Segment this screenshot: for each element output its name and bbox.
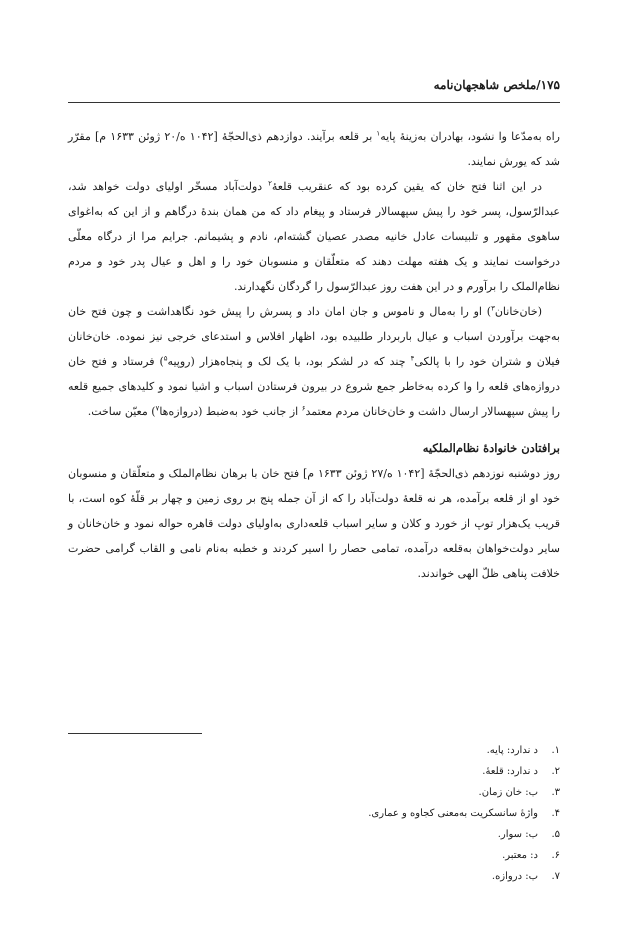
text-run: ) معیّن ساخت. <box>87 405 156 418</box>
text-run: ) او را به‌مال و ناموس و جان امان داد و پسرش را پیش خود نگاهداشت و چون فتح خان به‌جهت برآوردن اسباب و عیال باربردار طلبیده بود، اظهار افلاس و استدعای خرجی نیز نموده. خان‌خانان فیلان و شتران خود را با پالکی <box>68 305 560 368</box>
footnote-number: ۴. <box>551 808 560 819</box>
footnote-number: ۵. <box>551 829 560 840</box>
footnote-text: د ندارد: قلعهٔ. <box>482 766 538 777</box>
footnote-ref-3[interactable]: ۳ <box>491 304 495 313</box>
text-run: از جانب خود به‌ضبط (دروازه‌ها <box>159 405 302 418</box>
footnote-item <box>68 866 560 887</box>
header-rule <box>68 102 560 103</box>
footnote-number: ۷. <box>551 871 560 882</box>
main-text <box>68 124 560 586</box>
footnote-text: واژهٔ سانسکریت به‌معنی کجاوه و عماری. <box>368 808 538 819</box>
footnote-item <box>68 740 560 761</box>
footnote-ref-4[interactable]: ۴ <box>410 354 415 363</box>
paragraph-2 <box>68 174 560 299</box>
footnote-number: ۶. <box>551 850 560 861</box>
footnote-rule <box>68 733 202 734</box>
text-run: (خان‌خانان <box>494 305 542 318</box>
footnote-item <box>68 803 560 824</box>
text-run: ) فرستاد و فتح خان دروازه‌های قلعه را وا کرده به‌خاطر جمع شروع در بیرون فرستادن اسباب و اشیا نمود و کلیدهای جمیع قلعه را پیش سپهسالار ارسال داشت و خان‌خانان مردم معتمد <box>68 355 560 418</box>
footnote-text: ب: خان زمان. <box>478 787 538 798</box>
footnote-text: ب: سوار. <box>497 829 538 840</box>
footnote-ref-1[interactable]: ۱ <box>376 129 381 138</box>
footnote-ref-2[interactable]: ۲ <box>268 179 272 188</box>
footnotes-list <box>68 740 560 887</box>
footnote-text: د ندارد: پایه. <box>486 745 538 756</box>
paragraph-4: روز دوشنبه نوزدهم ذی‌الحجّهٔ [۱۰۴۲ ه/۲۷ ژوئن ۱۶۳۳ م] فتح خان با برهان نظام‌الملک و متعلّقان و منسوبان خود او از قلعه برآمده، هر نه قلعهٔ دولت‌آباد را که از آن جمله پنج بر روی زمین و چهار بر قلّهٔ کوه است، با قریب یک‌هزار توپ از خورد و کلان و سایر اسباب قلعه‌داری به‌اولیای دولت قاهره حواله نمود و خان‌خانان و سایر دولت‌خواهان به‌قلعه درآمده، تمامی حصار را اسیر کردند و خطبه به‌نام نامی و القاب گرامی حضرت خلافت پناهی ظلّ الهی خواندند. <box>68 467 560 580</box>
footnote-text: د: معتبر. <box>502 850 538 861</box>
footnote-ref-5[interactable]: ۵ <box>163 354 168 363</box>
text-run: بر قلعه برآیند. دوازدهم ذی‌الحجّهٔ [۱۰۴۲ ه/۲۰ ژوئن ۱۶۳۳ م] مقرّر شد که یورش نمایند. <box>68 130 560 168</box>
paragraph-3 <box>68 299 560 424</box>
footnote-number: ۱. <box>551 745 560 756</box>
footnote-number: ۲. <box>551 766 560 777</box>
section-heading: برافتادن خانوادهٔ نظام‌الملکیه <box>422 441 560 455</box>
footnote-item <box>68 761 560 782</box>
text-run: دولت‌آباد مسخّر اولیای دولت خواهد شد، عبدالرّسول، پسر خود را پیش سپهسالار فرستاد و پیغام داد که من همان بندهٔ درگاهم و از این که به‌اغوای ساهوی مقهور و تلبیسات عادل خانیه مصدر عصیان گشته‌ام، نادم و پشیمانم. جرایم مرا از درگاه معلّی درخواست نمایند و یک هفته مهلت دهند که متعلّقان و منسوبان خود را و اهل و عیال پدر خود و مردم نظام‌الملک را برآورم و در این هفت روز عبدالرّسول را گردگان نگهدارند. <box>68 180 560 293</box>
footnote-ref-7[interactable]: ۷ <box>155 404 160 413</box>
footnote-item <box>68 845 560 866</box>
paragraph-1 <box>68 124 560 174</box>
text-run: در این اثنا فتح خان که یقین کرده بود که عنقریب قلعهٔ <box>271 180 542 193</box>
text-run: راه به‌مدّعا وا نشود، بهادران به‌زینهٔ پایه <box>380 130 560 143</box>
footnote-number: ۳. <box>551 787 560 798</box>
text-run: چند که در لشکر بود، با یک لک و پنجاه‌هزار (روپیه <box>167 355 411 368</box>
footnote-item <box>68 824 560 845</box>
footnote-text: ب: دروازه. <box>491 871 538 882</box>
footnote-item <box>68 782 560 803</box>
footnote-ref-6[interactable]: ۶ <box>301 404 306 413</box>
running-header: ۱۷۵/ملخص شاهجهان‌نامه <box>433 78 560 92</box>
